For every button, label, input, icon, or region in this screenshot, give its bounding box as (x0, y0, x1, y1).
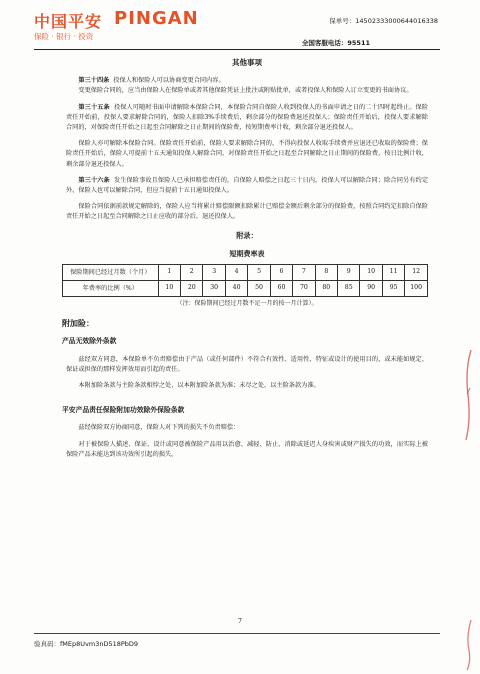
table-note: （注：保险期间已经过月数不足一月的按一月计算）。 (176, 300, 318, 308)
article-number: 第三十五条 (78, 103, 110, 111)
policy-number: 保单号：14502333000644016338 (329, 17, 438, 25)
section-title: 其他事项 (232, 58, 262, 67)
table-row-rates (63, 281, 428, 297)
seal-edge-mark (464, 620, 472, 670)
seal-edge-mark (464, 350, 472, 440)
table-header-rates: 年费率的比例（%） (63, 281, 159, 297)
month-cell: 9 (338, 265, 360, 281)
rate-cell: 80 (315, 281, 337, 297)
month-cell: 2 (181, 265, 203, 281)
rate-cell: 30 (203, 281, 225, 297)
verification-code: 验真码：fMEp8Uvm3nD518PbD9 (34, 640, 139, 648)
logo-english: PINGAN (114, 8, 199, 29)
service-hotline: 全国客服电话：95511 (301, 39, 370, 47)
clause1-para1: 兹经双方同意，本保险单不负责赔偿由于产品（或任何部件）不符合有效性、适用性、特征或设计的使用目的，或未能如规定、保证或担保的那样发挥效用而引起的责任。 (66, 355, 428, 373)
rate-cell: 100 (405, 281, 428, 297)
page-number: 7 (237, 617, 243, 625)
footer-divider (34, 633, 440, 634)
table-header-months: 保险期间已经过月数（个月） (63, 265, 159, 281)
article-36 (66, 176, 428, 196)
article-number: 第三十六条 (78, 176, 110, 184)
rate-cell: 95 (382, 281, 404, 297)
rate-cell: 10 (158, 281, 180, 297)
logo-chinese: 中国平安 (34, 12, 103, 31)
month-cell: 12 (405, 265, 428, 281)
rate-cell: 60 (270, 281, 292, 297)
clause1-para2: 本附加险条款与主险条款相悖之处，以本附加险条款为准；未尽之处，以主险条款为准。 (78, 382, 320, 390)
month-cell: 10 (360, 265, 382, 281)
month-cell: 8 (315, 265, 337, 281)
rate-table-title: 短期费率表 (229, 248, 265, 258)
rate-cell: 85 (338, 281, 360, 297)
article-text: 投保人和保险人可以协商变更合同内容。 (113, 77, 225, 85)
article-34-para: 变更保险合同的，应当由保险人在保险单或者其他保险凭证上批注或附贴批单，或者投保人和保险人订立变更的书面协议。 (78, 87, 413, 95)
logo-tagline: 保险 · 银行 · 投资 (34, 32, 94, 41)
rate-cell: 40 (225, 281, 247, 297)
clause2-title: 平安产品责任保险附加功效除外保险条款 (62, 406, 185, 415)
pingan-logo (34, 9, 214, 49)
header-divider (34, 49, 440, 50)
clause2-para2: 对于被保险人描述、保证、设计或同意被保险产品用以治愈、减轻、防止、消除或延迟人身疾害或财产损失的功效，而实际上被保险产品未能达到该功效所引起的损失。 (66, 440, 428, 458)
rate-cell: 70 (293, 281, 315, 297)
appendix-title: 附录： (236, 230, 258, 240)
clause2-para1: 兹经保险双方协商同意，保险人对下列的损失不负责赔偿： (78, 424, 240, 432)
month-cell: 6 (270, 265, 292, 281)
article-text: 发生保险事故且保险人已承担赔偿责任的，自保险人赔偿之日起三十日内，投保人可以解除合同；除合同另有约定外，保险人也可以解除合同，但应当提前十五日通知投保人。 (66, 176, 429, 195)
month-cell: 11 (382, 265, 404, 281)
month-cell: 3 (203, 265, 225, 281)
clause1-title: 产品无效除外条款 (62, 337, 117, 346)
article-34 (66, 76, 428, 86)
article-35-para: 保险人亦可解除本保险合同。保险责任开始前，保险人要求解除合同的，不得向投保人收取手续费并应退还已收取的保险费；保险责任开始后，保险人可提前十五天通知投保人解除合同，对保险责任开始之日起至合同解除之日止期间的保险费，按日比例计收，剩余部分退还投保人。 (66, 140, 428, 168)
table-row-months (63, 265, 428, 281)
rate-cell: 50 (248, 281, 270, 297)
additional-insurance-title: 附加险： (62, 318, 94, 329)
article-36-para: 保险合同依据前款规定解除的，保险人应当将累计赔偿限额扣除累计已赔偿金额后剩余部分的保险费，按照合同约定扣除自保险责任开始之日起至合同解除之日止应收的部分后，退还投保人。 (66, 203, 428, 221)
article-text: 投保人可随时书面申请解除本保险合同，本保险合同自保险人收到投保人的书面申请之日的二十四时起终止。保险责任开始前，投保人要求解除合同的，保险人扣除3%手续费后，剩余部分的保险费退还投保人；保险责任开始后，投保人要求解除合同的，对保险责任开始之日起至合同解除之日止期间的保险费，按短期费率计收，剩余部分退还投保人。 (66, 103, 429, 132)
article-35 (66, 103, 428, 134)
article-number: 第三十四条 (78, 77, 110, 85)
month-cell: 1 (158, 265, 180, 281)
rate-cell: 90 (360, 281, 382, 297)
document-body (62, 54, 429, 460)
month-cell: 7 (293, 265, 315, 281)
month-cell: 5 (248, 265, 270, 281)
rate-cell: 20 (181, 281, 203, 297)
short-term-rate-table (62, 264, 428, 297)
month-cell: 4 (225, 265, 247, 281)
